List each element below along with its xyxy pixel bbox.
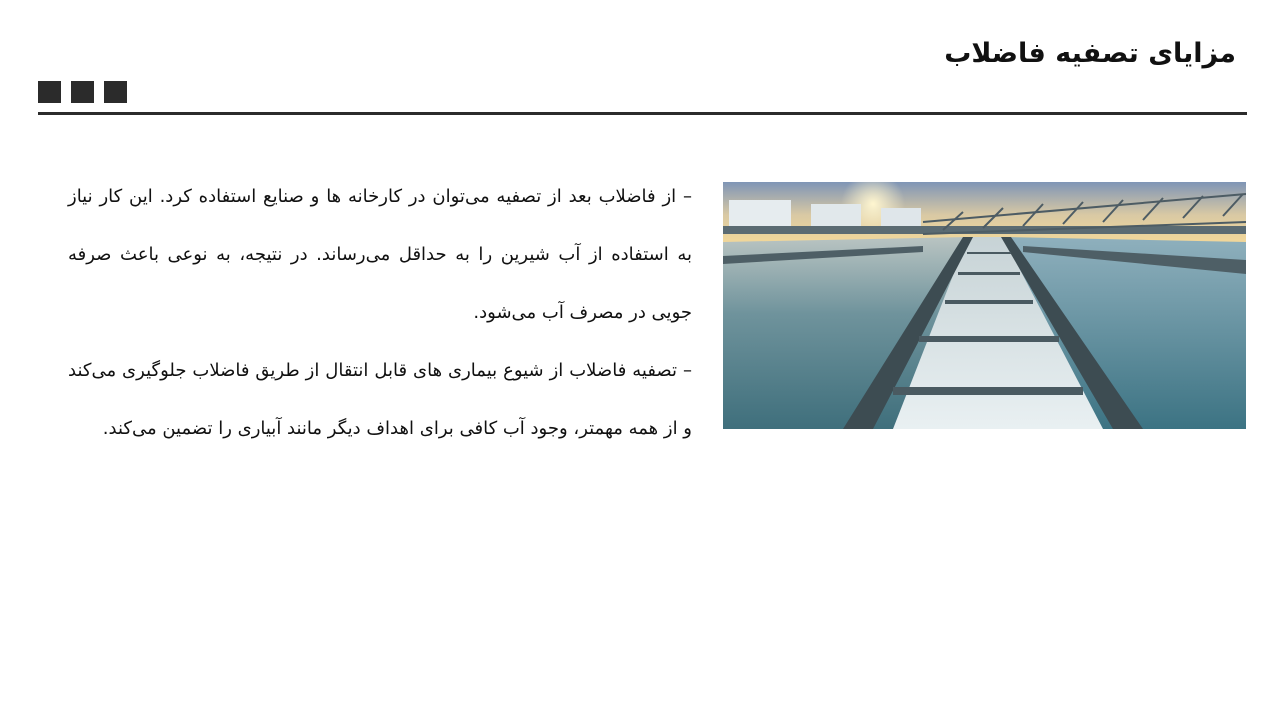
wastewater-plant-photo <box>723 182 1246 429</box>
decorative-squares <box>38 81 127 103</box>
decorative-square <box>71 81 94 103</box>
body-text <box>68 168 692 458</box>
slide-title: مزایای تصفیه فاضلاب <box>944 38 1236 69</box>
paragraph-reuse: – از فاضلاب بعد از تصفیه می‌توان در کارخانه ها و صنایع استفاده کرد. این کار نیاز به استفاده از آب شیرین را به حداقل می‌رساند. در نتیجه، به نوعی باعث صرفه جویی در مصرف آب می‌شود. <box>68 186 692 323</box>
decorative-square <box>104 81 127 103</box>
decorative-square <box>38 81 61 103</box>
paragraph-health: – تصفیه فاضلاب از شیوع بیماری های قابل انتقال از طریق فاضلاب جلوگیری می‌کند و از همه مهمتر، وجود آب کافی برای اهداف دیگر مانند آبیاری را تضمین می‌کند. <box>68 360 692 439</box>
title-divider <box>38 112 1247 115</box>
